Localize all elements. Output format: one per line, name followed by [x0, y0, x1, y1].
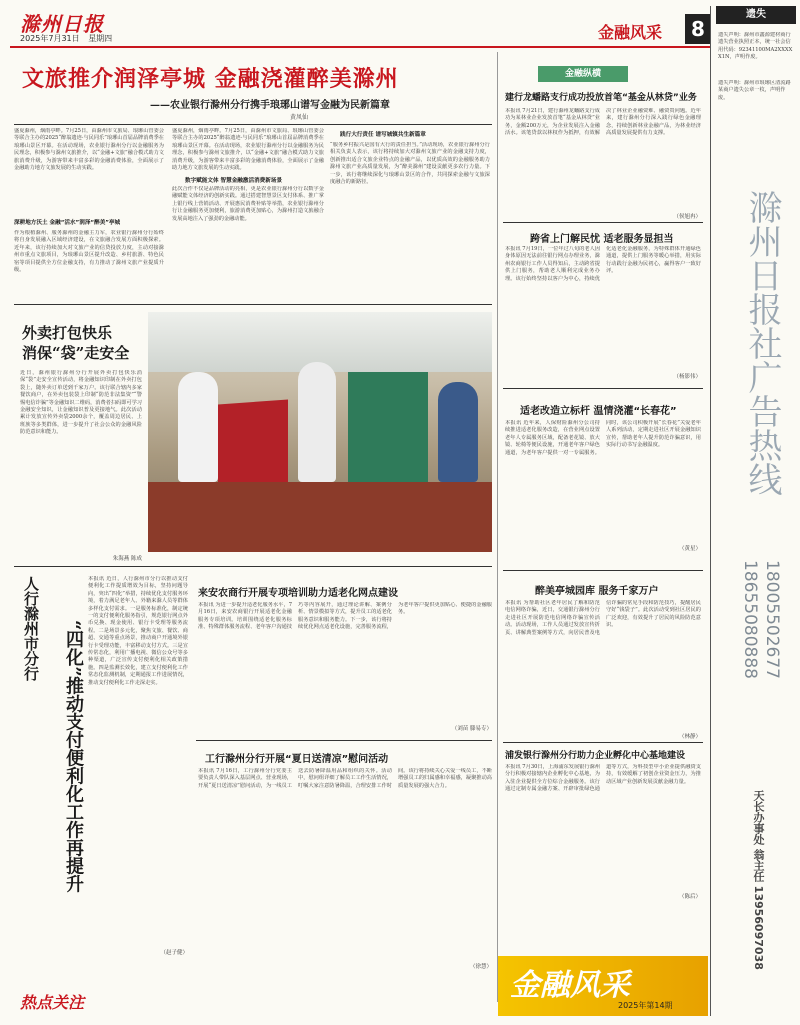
photo-banner-green: [348, 372, 428, 492]
nong-rule: [196, 740, 492, 741]
footer-label: 热点关注: [20, 993, 85, 1012]
lost-notice-label: 遗失: [746, 9, 766, 20]
zxh-rule: [503, 742, 703, 743]
nong-title: 来安农商行开展专项培训助力适老化网点建设: [198, 588, 398, 599]
mid-rule: [14, 566, 492, 567]
photo-person-2: [298, 362, 336, 482]
jinrong-zongheng-text: 金融纵横: [564, 69, 601, 79]
lead-subhead-2: 数字赋能文体 智慧金融激活消费新场景: [185, 178, 283, 184]
kyd-author: （杨影伟）: [673, 374, 701, 380]
longcol-title-1: 人行滁州市分行: [22, 576, 40, 681]
lead-intro: 盛夏滁州，烟雨亭畔。7月25日，由滁州市文旅局、琅琊山管委会等联合主办的2025“醉翁遗迹·与民同乐”琅琊山首届品牌消费季在琅琊山景区开幕。在活动现场，农业银行滁州分行以金融服务为民理念，积极参与滁州文旅推介，以“金融+文旅”融合模式助力文旅消费升级，为游客带来丰富多彩的金融消费体验，全面展示了金融助力地方文旅发展的生动实践。: [14, 128, 164, 172]
footer-section-name: 金融风采: [510, 968, 630, 1003]
page-number: 8: [691, 17, 705, 41]
pfyh-text: 本报讯 7月30日，上海浦东发展银行滁州分行积极对接辖内企业孵化中心基地，为入驻企业提供全方位综合金融服务。该行通过定制专属金融方案、开辟审批绿色通道等方式，为科技型中小企业提供融资支持，有效缓解了初创企业资金压力，为推动区域产业创新发展贡献金融力量。: [505, 764, 701, 793]
ad-col-divider: [710, 6, 711, 1016]
zxh-title: 醉美亭城园库 服务千家万户: [535, 586, 659, 597]
shl-rule: [503, 570, 703, 571]
lead-section-3-text: “服务乡村振兴是国有大行的责任担当。”活动现场，农业银行滁州分行相关负责人表示，该行将持续加大对滁州文旅产业的金融支持力度，创新推出适合文旅企业特点的金融产品，以优质高效的金融服务助力滁州文旅产业高质量发展，为“醉美滁州”建设贡献更多农行力量。下一步，该行将继续深化与琅琊山景区的合作，共同探索金融与文旅深度融合的新路径。: [330, 142, 490, 186]
hyt-title: 建行龙蟠路支行成功投放首笔“基金从林贷”业务: [505, 93, 697, 103]
lead-bottom-rule: [14, 304, 492, 305]
date-text: 2025年7月31日: [20, 34, 80, 43]
lead-subhead-3: 践行大行责任 谱写城镇共生新篇章: [340, 132, 426, 138]
lead-section-2-text: 此次合作不仅是品牌活动的亮相，更是农业银行滁州分行以数字金融赋能文体经济的创新实践。通过搭建智慧景区支付体系、推广掌上银行线上营销活动、开展惠民消费补贴等举措，农业银行滁州分行让金融服务更加便利，旅游消费更加贴心，为滁州打造文旅融合发展高地注入了强劲的金融动能。: [172, 186, 324, 222]
photo-table: [148, 482, 492, 552]
kyd-text: 本报讯 7月19日，一位年过八旬的老人因身体原因无法前往银行网点办理业务，滁州农商银行工作人员得知后，主动跨省提供上门服务，帮助老人顺利完成业务办理。该行始终坚持以客户为中心，持续优化适老化金融服务，为特殊群体开通绿色通道，提供上门服务等暖心举措，用实际行动践行金融为民初心，赢得客户一致好评。: [505, 246, 701, 282]
lead-rule: [14, 124, 492, 125]
ad-phone-2: 18005502677: [762, 560, 782, 679]
hyt-rule: [503, 222, 703, 223]
photo-person-1: [178, 372, 218, 482]
longcol-author: （赵子健）: [160, 950, 188, 956]
page-number-box: [685, 14, 711, 44]
shl-author: （黄星）: [678, 546, 701, 552]
longcol-text: 本报讯 近日，人行滁州市分行以推动支付便利化工作提质增效为目标，坚持问题导向，突出“四化”举措，持续优化支付服务环境，着力满足老年人、外籍来滁人员等群体多样化支付需求。一是服务标准化，制定统一的支付便利化服务指引，规范银行网点外币兑换、现金使用、银行卡受理等服务流程。二是场景多元化，聚焦文旅、餐饮、商超、交通等重点场景，推动商户开通境外银行卡受理功能，丰富移动支付方式。三是宣传常态化，利用广播电视、微信公众号等多种渠道，广泛宣传支付便利化相关政策措施。四是监测长效化，建立支付便利化工作常态化监测机制，定期通报工作进展情况，推动支付便利化工作走深走实。: [88, 576, 188, 686]
gz-title: 工行滁州分行开展“夏日送清凉”慰问活动: [205, 754, 389, 765]
footer-label-box: [20, 990, 120, 1012]
lost-notice-2: 遗失声明：滁州市琅琊区清流路某商户遗失公章一枚，声明作废。: [718, 80, 791, 101]
lead-col2-text: 盛夏滁州，烟雨亭畔。7月25日，由滁州市文旅局、琅琊山管委会等联合主办的2025“醉翁遗迹·与民同乐”琅琊山首届品牌消费季在琅琊山景区开幕。在活动现场，农业银行滁州分行以金融服务为民理念，积极参与滁州文旅推介，以“金融+文旅”融合模式助力文旅消费升级，为游客带来丰富多彩的金融消费体验，全面展示了金融助力地方文旅发展的生动实践。: [172, 128, 324, 172]
ad-phone-1: 18655080888: [740, 560, 760, 679]
lead-subtitle: ——农业银行滁州分行携手琅琊山谱写金融为民新篇章: [150, 100, 390, 111]
right-col-divider: [497, 52, 498, 1002]
zxh-text: 本报讯 为帮助社区老年居民了解和防范电信网络诈骗，近日，交通银行滁州分行走进社区开展防范电信网络诈骗宣传活动。活动现场，工作人员通过发放宣传折页、讲解典型案例等方式，向居民普及电信诈骗的常见手段和防范技巧，提醒居民守好“钱袋子”。此次活动受到社区居民的广泛欢迎，有效提升了居民的风险防范意识。: [505, 600, 701, 636]
lead-author: 黄凤仙: [290, 114, 309, 121]
waimai-text: 近日，滁州银行滁州分行开展外卖打包快乐消保“袋”走安全宣传活动，将金融知识印制在外卖打包袋上，随外卖订单送到千家万户。该行联合辖内多家餐饮商户，在外卖包装袋上印制“防范非法集资”“警惕电信诈骗”等金融知识二维码，消费者扫码即可学习金融安全知识，让金融知识普及更接地气。此次活动累计发放宣传外卖袋2000余个，覆盖周边居民、上班族等多类群体，进一步提升了社会公众的金融风险防范意识和能力。: [20, 370, 142, 436]
masthead-rule: [10, 46, 710, 48]
paper-name: 滁州日报: [20, 12, 104, 36]
gz-text: 本报讯 7月16日，工行滁州分行党委主要负责人带队深入基层网点、营业现场，开展“夏日送清凉”慰问活动，为一线员工送去防暑降温用品和组织的关怀。活动中，慰问组详细了解员工工作生活情况，叮嘱大家注意防暑降温，合理安排工作时间。该行将持续关心关爱一线员工，不断增强员工的归属感和幸福感，凝聚推动高质量发展的强大合力。: [198, 768, 492, 789]
waimai-title-1: 外卖打包快乐: [22, 324, 113, 342]
kyd-rule: [503, 388, 703, 389]
waimai-title-2: 消保“袋”走安全: [22, 344, 130, 362]
shl-title: 适老改造立标杆 温情浇灌“长春花”: [520, 406, 677, 417]
footer-issue: 2025年第14期: [618, 1001, 673, 1010]
shl-text: 本报讯 近年来，人保财险滁州分公司持续推进适老化服务改造，在营业网点设置老年人专属服务区域，配备老花镜、放大镜、轮椅等便民设施，开通老年客户绿色通道，为老年客户提供一对一专属服务。同时，该公司积极开展“长春花”关爱老年人系列活动，定期走进社区开展金融知识宣传，帮助老年人提升防范诈骗意识，用实际行动书写金融温度。: [505, 420, 701, 456]
weekday-text: 星期四: [88, 34, 113, 43]
longcol-title-2: “四化”推动支付便利化工作再提升: [63, 620, 84, 893]
hyt-author: （侯旭冉）: [673, 214, 701, 220]
ad-hotline-title: 滁州日报社广告热线: [742, 190, 782, 496]
footer-banner: [498, 956, 708, 1016]
nong-author: （刘苗 滕易专）: [451, 726, 492, 732]
kyd-title: 跨省上门解民忧 适老服务显担当: [530, 234, 674, 245]
event-photo: [148, 312, 492, 552]
lost-notice-1: 遗失声明：滁州市鑫源建材商行遗失营业执照正本，统一社会信用代码：92341100MA2XXXXX1N，声明作废。: [718, 32, 793, 61]
photo-person-3: [438, 382, 478, 482]
section-name: 金融风采: [598, 23, 663, 42]
nong-text: 本报讯 为进一步提升适老化服务水平，7月16日，来安农商银行开展适老化金融服务专项培训。培训围绕适老化服务标准、特殊群体服务流程、老年客户沟通技巧等内容展开，通过理论讲解、案例分析、情景模拟等方式，提升员工的适老化服务意识和服务能力。下一步，该行将持续优化网点适老化设施，完善服务流程，为老年客户提供更加贴心、便捷的金融服务。: [198, 602, 492, 631]
waimai-author: 朱海燕 陈成: [112, 556, 142, 562]
masthead: [10, 6, 710, 48]
ad-address: 天长办事处 翁主任 13956097038: [752, 790, 765, 970]
gz-author: （徐慧）: [469, 964, 492, 970]
lead-title: 文旅推介润泽亭城 金融浇灌醉美滁州: [22, 66, 399, 92]
lead-subhead-1: 深耕地方沃土 金融“活水”润泽“醉美”亭城: [14, 220, 121, 226]
zxh-author: （林静）: [678, 734, 701, 740]
issue-date: [20, 33, 112, 44]
jinrong-zongheng-label: [538, 66, 628, 82]
lost-notice-box: [716, 6, 796, 24]
pfyh-author: （陈后）: [678, 894, 701, 900]
hyt-text: 本报讯 7月21日，建行滁州龙蟠路支行成功为某林业企业发放首笔“基金从林贷”业务，金额200万元，为企业发展注入金融活水。该笔贷款以林权作为抵押，有效解决了林业企业融资难、融资贵问题。近年来，建行滁州分行深入践行绿色金融理念，持续创新林业金融产品，为林业经济高质量发展提供有力支撑。: [505, 108, 701, 137]
pfyh-title: 浦发银行滁州分行助力企业孵化中心基地建设: [505, 751, 686, 761]
lead-section-1-text: 作为根植滁州、服务滁州的金融主力军，农业银行滁州分行始终将自身发展融入区域经济建设，在文旅融合发展方面积极探索。近年来，该行持续加大对文旅产业的信贷投放力度，主动对接滁州市重点文旅项目，为琅琊山景区提升改造、乡村旅游、特色民宿等项目提供全方位金融支持，有力推动了滁州文旅产业提质升级。: [14, 230, 164, 274]
